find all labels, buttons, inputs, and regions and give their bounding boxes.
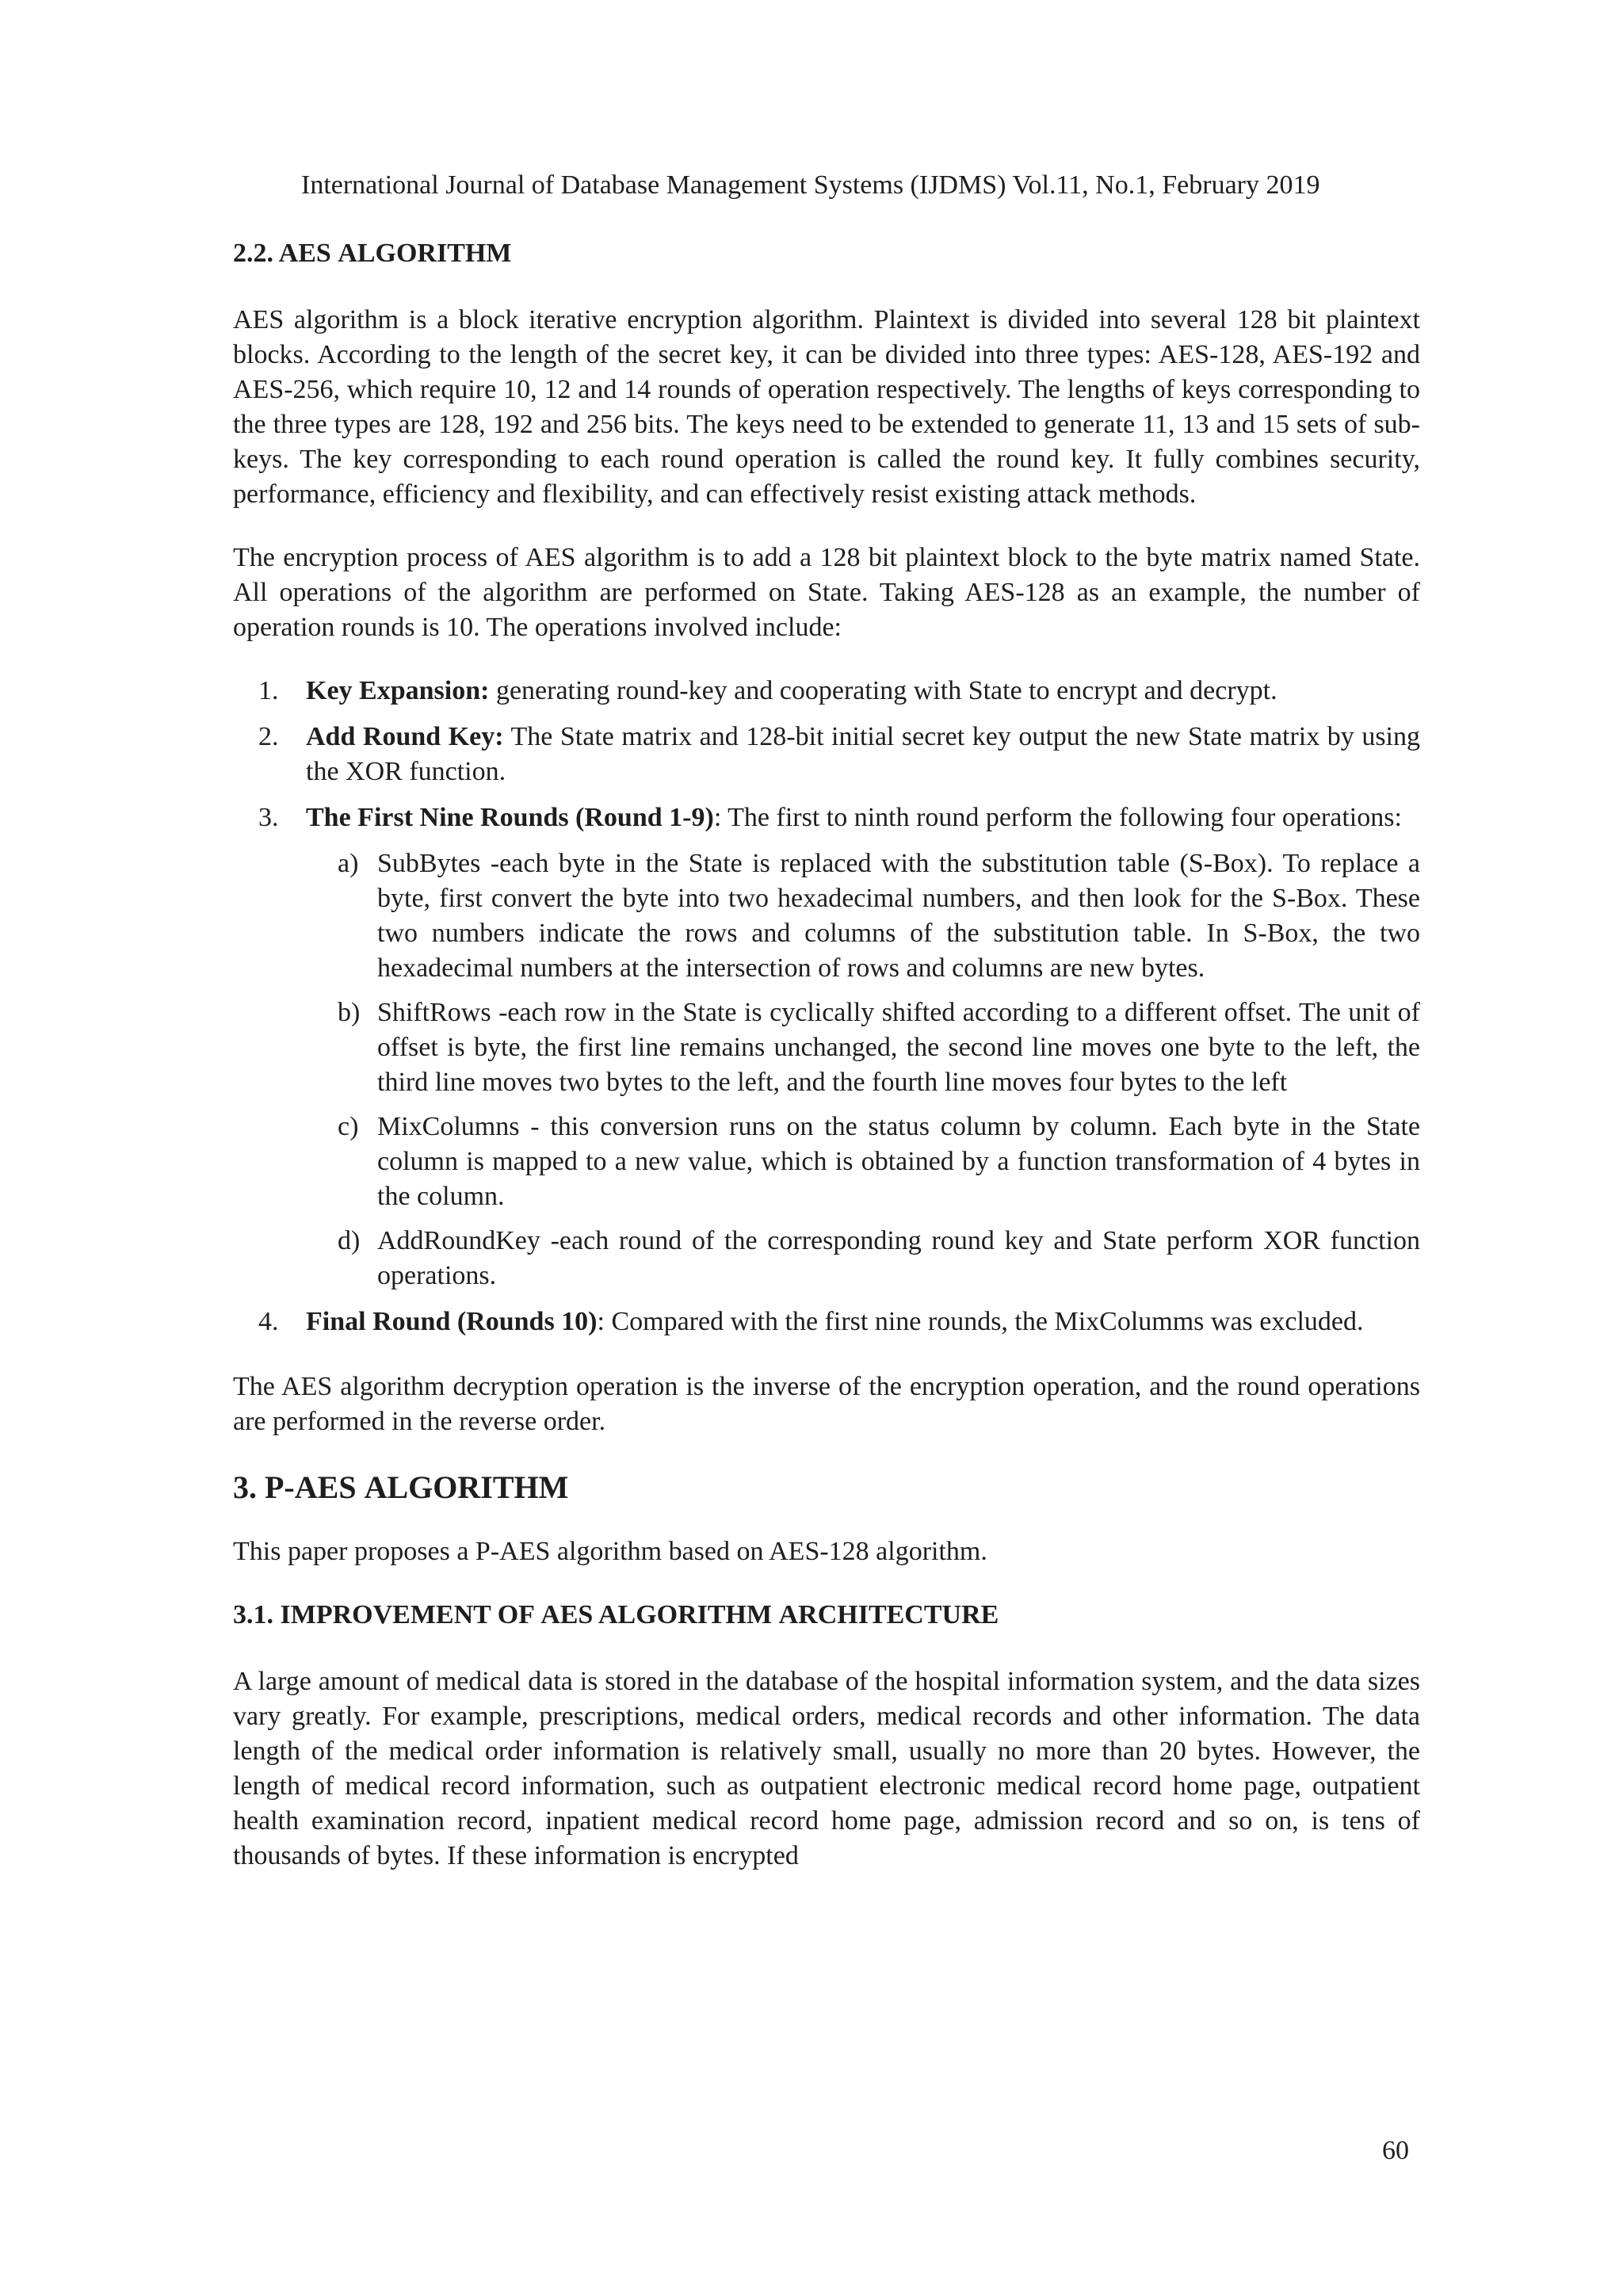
list-item: [233, 674, 1420, 709]
section-number: 2.2.: [233, 239, 279, 268]
list-number: 2.: [258, 722, 279, 751]
list-number: 4.: [258, 1307, 279, 1336]
sub-item-text: MixColumns - this conversion runs on the status column by column. Each byte in the State column is mapped to a new value, which is obtained by a function transformation of 4 bytes in the column.: [377, 1112, 1420, 1211]
paragraph: This paper proposes a P-AES algorithm based on AES-128 algorithm.: [233, 1537, 987, 1566]
sub-list-letter: b): [338, 998, 361, 1027]
item-text: : The first to ninth round perform the following four operations:: [713, 803, 1402, 832]
item-text: : Compared with the first nine rounds, the MixColumms was excluded.: [597, 1307, 1364, 1336]
page-number: 60: [1382, 2136, 1409, 2165]
paragraph: AES algorithm is a block iterative encryption algorithm. Plaintext is divided into several 128 bit plaintext blocks. According to the length of the secret key, it can be divided into three types: AES-128, AES-192 and AES-256, which require 10, 12 and 14 rounds of operation respectively. The lengths of keys corresponding to the three types are 128, 192 and 256 bits. The keys need to be extended to generate 11, 13 and 15 sets of sub-keys. The key corresponding to each round operation is called the round key. It fully combines security, performance, efficiency and flexibility, and can effectively resist existing attack methods.: [233, 305, 1420, 509]
sub-list-item: [306, 995, 1420, 1100]
item-term: Key Expansion:: [306, 676, 490, 705]
sub-list-letter: a): [338, 849, 359, 878]
sub-list-item: [306, 1110, 1420, 1214]
item-term: Final Round (Rounds 10): [306, 1307, 598, 1336]
item-text: generating round-key and cooperating with State to encrypt and decrypt.: [489, 676, 1277, 705]
sub-list-letter: d): [338, 1226, 361, 1255]
list-item: [233, 800, 1420, 1293]
list-number: 1.: [258, 676, 279, 705]
section-2-2-heading: 2.2. AES ALGORITHM: [233, 239, 512, 268]
section-number: 3.1.: [233, 1600, 281, 1629]
item-term: Add Round Key:: [306, 722, 504, 751]
sub-list-letter: c): [338, 1112, 359, 1141]
sub-item-text: AddRoundKey -each round of the corresponding round key and State perform XOR function operations.: [377, 1226, 1420, 1290]
item-term: The First Nine Rounds (Round 1-9): [306, 803, 714, 832]
section-3-1-heading: 3.1. IMPROVEMENT OF AES ALGORITHM ARCHITECTURE: [233, 1600, 999, 1629]
paragraph: The AES algorithm decryption operation is the inverse of the encryption operation, and the round operations are performed in the reverse order.: [233, 1372, 1420, 1436]
operations-list: [233, 674, 1420, 1339]
list-item: [233, 1305, 1420, 1339]
page-body: [233, 236, 1420, 1902]
paragraph: A large amount of medical data is stored in the database of the hospital information system, and the data sizes vary greatly. For example, prescriptions, medical orders, medical records and other information. The data length of the medical order information is relatively small, usually no more than 20 bytes. However, the length of medical record information, such as outpatient electronic medical record home page, outpatient health examination record, inpatient medical record home page, admission record and so on, is tens of thousands of bytes. If these information is encrypted: [233, 1667, 1420, 1870]
list-number: 3.: [258, 803, 279, 832]
section-number: 3. P-: [233, 1469, 295, 1505]
sub-item-text: SubBytes -each byte in the State is replaced with the substitution table (S-Box). To replace a byte, first convert the byte into two hexadecimal numbers, and then look for the S-Box. These two numbers indicate the rows and columns of the substitution table. In S-Box, the two hexadecimal numbers at the intersection of rows and columns are new bytes.: [377, 849, 1420, 983]
list-item: [233, 720, 1420, 789]
running-head: International Journal of Database Management Systems (IJDMS) Vol.11, No.1, February 2019: [301, 170, 1320, 200]
sub-list-item: [306, 846, 1420, 986]
paragraph: The encryption process of AES algorithm is to add a 128 bit plaintext block to the byte matrix named State. All operations of the algorithm are performed on State. Taking AES-128 as an example, the number of operation rounds is 10. The operations involved include:: [233, 543, 1420, 642]
sub-item-text: ShiftRows -each row in the State is cyclically shifted according to a different offset. The unit of offset is byte, the first line remains unchanged, the second line moves one byte to the left, the third line moves two bytes to the left, and the fourth line moves four bytes to the left: [377, 998, 1420, 1097]
section-3-heading: 3. P-AES ALGORITHM: [233, 1469, 569, 1505]
item-text: The State matrix and 128-bit initial secret key output the new State matrix by using the XOR function.: [306, 722, 1420, 786]
sub-list-item: [306, 1224, 1420, 1293]
sub-operations-list: [306, 846, 1420, 1293]
